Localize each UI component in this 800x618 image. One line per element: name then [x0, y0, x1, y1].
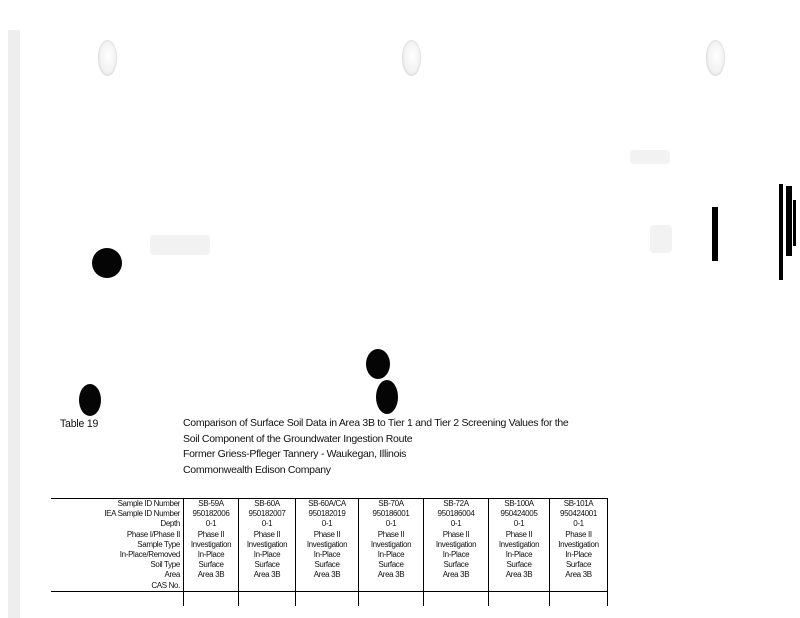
scan-mark — [786, 186, 792, 256]
scan-mark — [712, 207, 718, 261]
table-cell: In-Place — [550, 550, 608, 560]
row-header: IEA Sample ID Number — [51, 509, 184, 519]
scan-mark — [793, 200, 796, 246]
table-cell: Surface — [424, 560, 489, 570]
table-cell: Surface — [550, 560, 608, 570]
table-row — [51, 540, 608, 550]
table-cell: SB-60A — [239, 499, 296, 510]
table-cell: Investigation — [184, 540, 239, 550]
table-cell: Area 3B — [489, 570, 550, 580]
title-line: Comparison of Surface Soil Data in Area 3B to Tier 1 and Tier 2 Screening Values for the — [183, 417, 569, 429]
table-cell: 950424005 — [489, 509, 550, 519]
soil-data-table — [51, 498, 608, 606]
table-cell: 0-1 — [489, 519, 550, 529]
row-header: Sample Type — [51, 540, 184, 550]
ink-blot — [79, 384, 101, 416]
table-cell — [550, 591, 608, 606]
table-cell — [296, 591, 359, 606]
table-cell — [359, 591, 424, 606]
table-cell: SB-72A — [424, 499, 489, 510]
scan-mark — [779, 184, 783, 280]
table-cell: Surface — [184, 560, 239, 570]
table-cell: In-Place — [489, 550, 550, 560]
table-cell: In-Place — [239, 550, 296, 560]
table-cell: 950424001 — [550, 509, 608, 519]
table-cell: Area 3B — [424, 570, 489, 580]
table-cell: 0-1 — [359, 519, 424, 529]
table-cell: Phase II — [296, 530, 359, 540]
table-row — [51, 581, 608, 592]
row-header: In-Place/Removed — [51, 550, 184, 560]
table-cell: In-Place — [296, 550, 359, 560]
table-cell: Investigation — [489, 540, 550, 550]
table-cell — [184, 591, 239, 606]
table-cell: 0-1 — [296, 519, 359, 529]
table-cell: SB-101A — [550, 499, 608, 510]
table-cell: 950182019 — [296, 509, 359, 519]
table-cell: Phase II — [359, 530, 424, 540]
table-row — [51, 570, 608, 580]
table-cell: 0-1 — [424, 519, 489, 529]
ink-blot — [92, 248, 122, 278]
table-cell: Surface — [489, 560, 550, 570]
ink-blot — [366, 349, 390, 379]
faint-smudge — [630, 150, 670, 164]
table-cell — [489, 581, 550, 592]
table-cell: In-Place — [184, 550, 239, 560]
table-cell — [239, 581, 296, 592]
table-cell: Area 3B — [296, 570, 359, 580]
faint-smudge — [150, 235, 210, 255]
table-cell: Area 3B — [359, 570, 424, 580]
row-header: Area — [51, 570, 184, 580]
title-line: Commonwealth Edison Company — [183, 463, 331, 476]
title-line: Former Griess-Pfleger Tannery - Waukegan, Illinois — [183, 448, 407, 461]
table-row — [51, 519, 608, 529]
table-row — [51, 550, 608, 560]
table-cell: Phase II — [489, 530, 550, 540]
table-cell: Investigation — [550, 540, 608, 550]
table-cell: In-Place — [424, 550, 489, 560]
table-cell: Investigation — [296, 540, 359, 550]
table-row — [51, 499, 608, 510]
table-cell: Phase II — [424, 530, 489, 540]
table-row — [51, 560, 608, 570]
table-cell: Investigation — [239, 540, 296, 550]
table-cell — [239, 591, 296, 606]
table-cell: 0-1 — [550, 519, 608, 529]
title-line: Soil Component of the Groundwater Ingestion Route — [183, 432, 413, 445]
table-cell: Phase II — [184, 530, 239, 540]
table-cell: SB-59A — [184, 499, 239, 510]
punch-hole-center — [402, 40, 421, 76]
row-header: Depth — [51, 519, 184, 529]
table-cell: SB-60A/CA — [296, 499, 359, 510]
punch-hole-right — [706, 40, 725, 76]
table-cell: 950186001 — [359, 509, 424, 519]
table-row — [51, 509, 608, 519]
faint-smudge — [650, 225, 672, 253]
table-cell: 950182007 — [239, 509, 296, 519]
row-header — [51, 591, 184, 606]
table-row — [51, 530, 608, 540]
table-cell: SB-70A — [359, 499, 424, 510]
table-cell — [359, 581, 424, 592]
table-cell — [489, 591, 550, 606]
table-title-block — [183, 416, 568, 478]
ink-blot — [376, 380, 398, 414]
row-header: Sample ID Number — [51, 499, 184, 510]
scan-left-edge — [8, 30, 20, 618]
table-cell: Phase II — [550, 530, 608, 540]
table-row — [51, 591, 608, 606]
row-header: Phase I/Phase II — [51, 530, 184, 540]
table-cell: Area 3B — [239, 570, 296, 580]
table-cell: SB-100A — [489, 499, 550, 510]
table-cell: Surface — [359, 560, 424, 570]
punch-hole-left — [98, 40, 117, 76]
table-cell: Investigation — [424, 540, 489, 550]
table-cell — [424, 581, 489, 592]
table-cell: Surface — [239, 560, 296, 570]
table-cell — [550, 581, 608, 592]
table-cell — [424, 591, 489, 606]
table-cell: 950186004 — [424, 509, 489, 519]
table-cell: In-Place — [359, 550, 424, 560]
table-number: Table 19 — [60, 417, 99, 431]
table-cell: Area 3B — [184, 570, 239, 580]
table-cell — [296, 581, 359, 592]
table-cell: 950182006 — [184, 509, 239, 519]
table-cell: Surface — [296, 560, 359, 570]
row-header: Soil Type — [51, 560, 184, 570]
table-cell: Investigation — [359, 540, 424, 550]
table-cell: Phase II — [239, 530, 296, 540]
table-cell: Area 3B — [550, 570, 608, 580]
table-cell — [184, 581, 239, 592]
table-cell: 0-1 — [184, 519, 239, 529]
table-cell: 0-1 — [239, 519, 296, 529]
row-header: CAS No. — [51, 581, 184, 592]
